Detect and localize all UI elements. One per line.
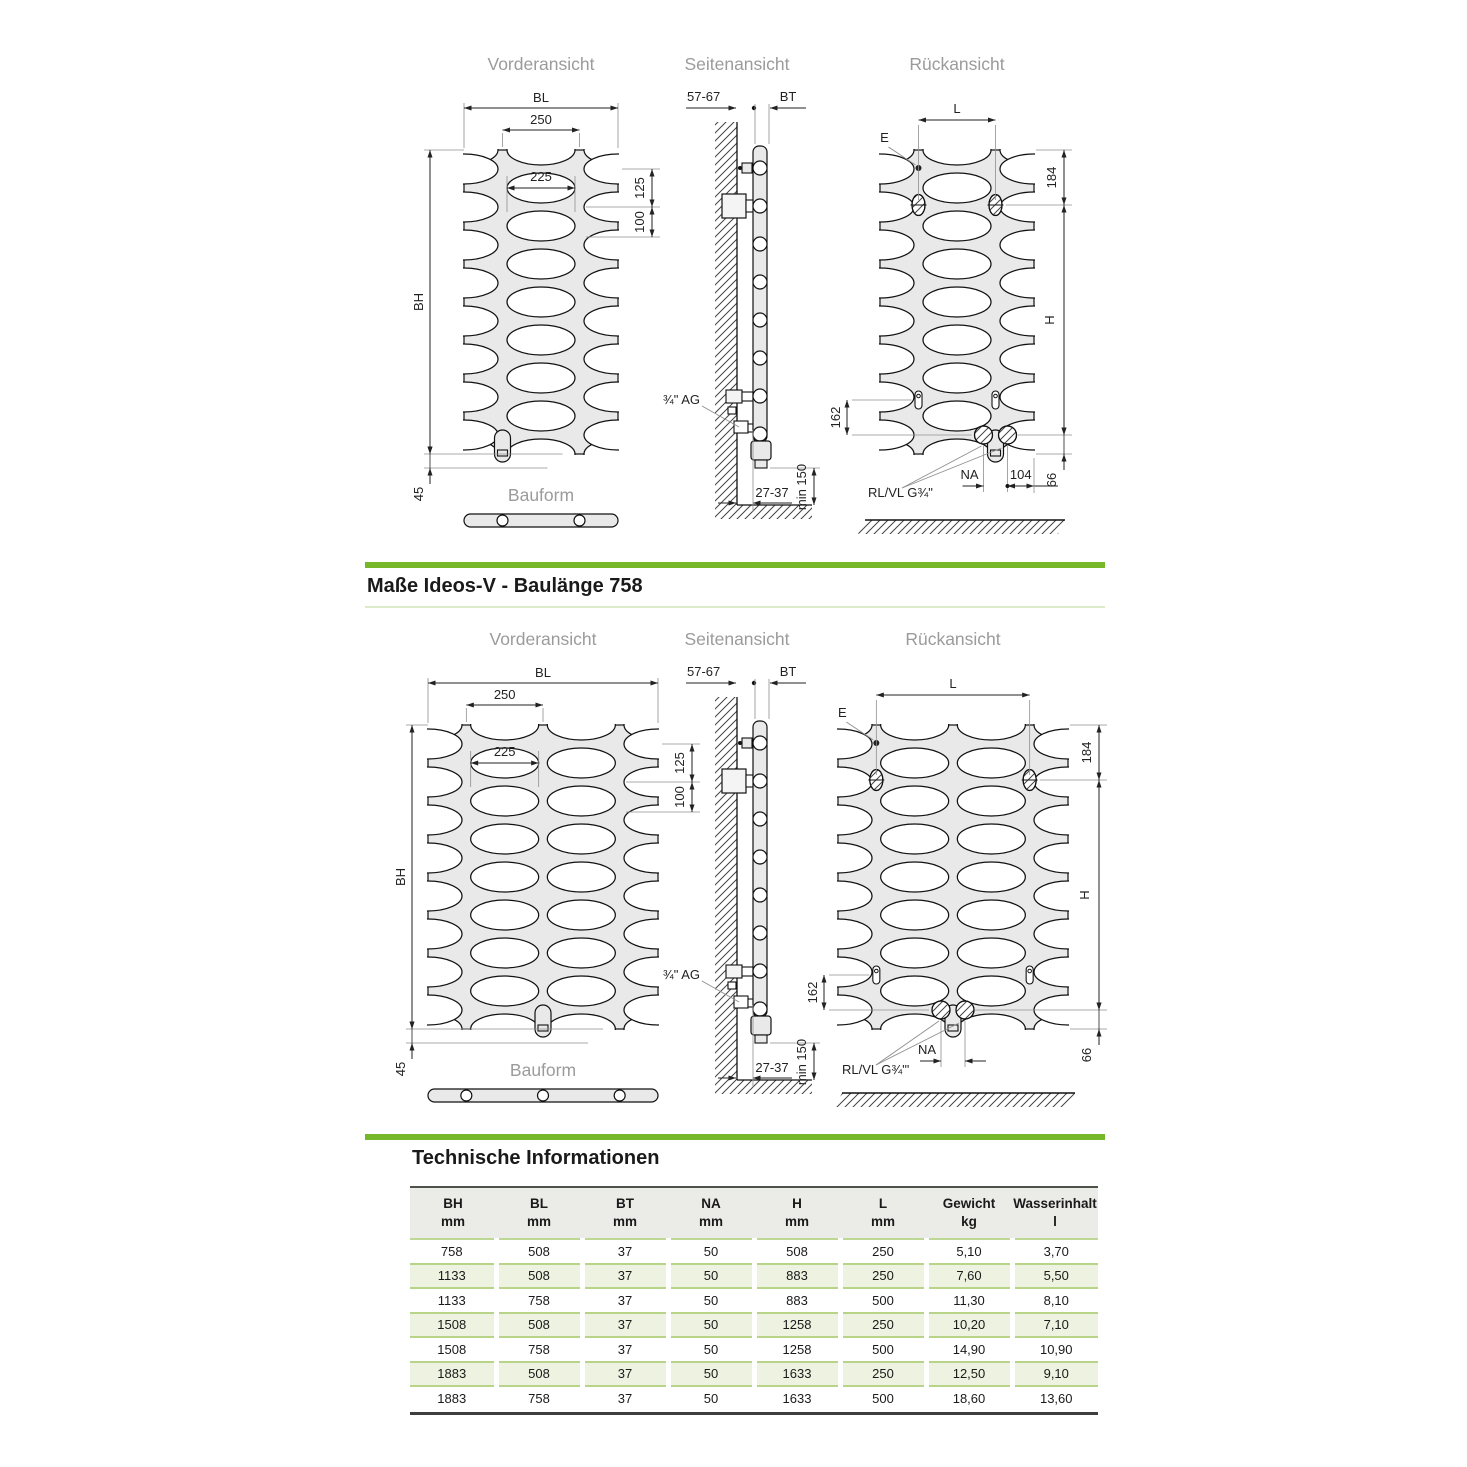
dimension-label: min 150 <box>794 463 809 511</box>
dimension-label: 125 <box>632 177 647 199</box>
table-cell: 3,70 <box>1012 1239 1098 1264</box>
table-row <box>410 1239 1098 1264</box>
table-cell: 250 <box>840 1362 926 1387</box>
dimension-label: E <box>880 130 889 145</box>
dimension-label: 27-37 <box>755 1060 789 1075</box>
table-cell: 758 <box>410 1239 496 1264</box>
table-cell: 50 <box>668 1313 754 1338</box>
dimension-label: E <box>837 705 847 720</box>
dimension-label: 162 <box>805 981 820 1004</box>
dimension-label: ¾" AG <box>662 392 700 407</box>
table-cell: 508 <box>496 1313 582 1338</box>
dimension-label: L <box>949 676 957 691</box>
dimension-label: Bauform <box>509 1060 577 1080</box>
radiator-panel <box>430 135 652 469</box>
table-divider-bar <box>365 1134 1105 1140</box>
table-cell: 50 <box>668 1264 754 1289</box>
table-row <box>410 1362 1098 1387</box>
table-cell: 1883 <box>410 1386 496 1411</box>
section-divider-bar <box>365 562 1105 568</box>
dimension-label: H <box>1042 315 1057 325</box>
table-row <box>410 1337 1098 1362</box>
table-cell: 50 <box>668 1337 754 1362</box>
table-cell: 7,60 <box>926 1264 1012 1289</box>
table-cell: 1258 <box>754 1337 840 1362</box>
dimension-label: min 150 <box>794 1038 809 1086</box>
table-cell: 500 <box>840 1337 926 1362</box>
dimension-label: 225 <box>493 744 516 759</box>
dimension-label: 45 <box>393 1061 408 1077</box>
dimension-label: Seitenansicht <box>684 629 790 649</box>
table-body <box>410 1239 1098 1411</box>
table-title: Technische Informationen <box>412 1147 660 1169</box>
table-header-row <box>410 1187 1098 1239</box>
table-cell: 37 <box>582 1239 668 1264</box>
column-header: H mm <box>754 1187 840 1239</box>
column-header: Gewicht kg <box>926 1187 1012 1239</box>
dimension-label: RL/VL G¾" <box>868 485 933 500</box>
dimension-label: 250 <box>493 687 516 702</box>
table-cell: 250 <box>840 1264 926 1289</box>
column-header: BH mm <box>410 1187 496 1239</box>
table-cell: 250 <box>840 1313 926 1338</box>
column-header: Wasserinhalt l <box>1012 1187 1098 1239</box>
radiator-panel <box>804 710 1102 1044</box>
dimension-label: BH <box>411 292 426 312</box>
table-cell: 758 <box>496 1337 582 1362</box>
table-cell: 1883 <box>410 1362 496 1387</box>
table-cell: 1633 <box>754 1362 840 1387</box>
dimension-label: 184 <box>1079 741 1094 764</box>
table-cell: 883 <box>754 1264 840 1289</box>
radiator-panel <box>846 135 1068 469</box>
dimension-label: 66 <box>1079 1047 1094 1063</box>
dimension-label: L <box>953 101 961 116</box>
table-cell: 37 <box>582 1313 668 1338</box>
dimension-label: NA <box>960 467 979 482</box>
table-cell: 1508 <box>410 1313 496 1338</box>
rear-view <box>828 54 1072 534</box>
table-cell: 37 <box>582 1264 668 1289</box>
table-cell: 508 <box>496 1362 582 1387</box>
dimension-label: 66 <box>1044 472 1059 488</box>
table-cell: 500 <box>840 1386 926 1411</box>
column-header: BT mm <box>582 1187 668 1239</box>
dimension-label: 57-67 <box>687 89 721 104</box>
rear-view <box>804 629 1107 1107</box>
column-header: BL mm <box>496 1187 582 1239</box>
column-header: L mm <box>840 1187 926 1239</box>
table-row <box>410 1386 1098 1411</box>
side-view <box>663 54 820 519</box>
dimension-label: BL <box>533 90 549 105</box>
dimension-label: 100 <box>672 786 687 808</box>
table-cell: 9,10 <box>1012 1362 1098 1387</box>
dimension-label: 104 <box>1009 467 1032 482</box>
dimension-label: 125 <box>672 752 687 774</box>
table-cell: 50 <box>668 1386 754 1411</box>
table-cell: 883 <box>754 1288 840 1313</box>
dimension-label: RL/VL G¾"' <box>842 1062 910 1077</box>
dimension-label: Vorderansicht <box>487 54 595 74</box>
table-cell: 758 <box>496 1386 582 1411</box>
table-cell: 8,10 <box>1012 1288 1098 1313</box>
table-cell: 508 <box>496 1239 582 1264</box>
table-cell: 50 <box>668 1288 754 1313</box>
table-cell: 10,20 <box>926 1313 1012 1338</box>
table-cell: 18,60 <box>926 1386 1012 1411</box>
table-row <box>410 1264 1098 1289</box>
dimension-label: Rückansicht <box>909 54 1005 74</box>
table-header <box>410 1187 1098 1239</box>
dimension-label: 250 <box>530 112 552 127</box>
table-cell: 508 <box>496 1264 582 1289</box>
dimension-label: 45 <box>411 486 426 502</box>
dimension-label: BL <box>535 665 551 680</box>
table-cell: 37 <box>582 1337 668 1362</box>
dimension-label: Rückansicht <box>905 629 1001 649</box>
table-cell: 50 <box>668 1362 754 1387</box>
table-cell: 5,10 <box>926 1239 1012 1264</box>
table-cell: 37 <box>582 1386 668 1411</box>
table-cell: 13,60 <box>1012 1386 1098 1411</box>
dimension-label: 27-37 <box>755 485 789 500</box>
table-cell: 11,30 <box>926 1288 1012 1313</box>
dimension-label: 225 <box>530 169 552 184</box>
dimension-label: 162 <box>828 406 843 429</box>
technical-info-table <box>410 1186 1098 1411</box>
dimension-label: H <box>1077 890 1092 900</box>
table-cell: 50 <box>668 1239 754 1264</box>
table-cell: 37 <box>582 1362 668 1387</box>
table-cell: 7,10 <box>1012 1313 1098 1338</box>
dimension-label: BH <box>393 867 408 887</box>
section-divider-light-line <box>365 606 1105 608</box>
radiator-panel <box>394 710 692 1044</box>
table-bottom-rule <box>410 1412 1098 1415</box>
table-cell: 10,90 <box>1012 1337 1098 1362</box>
dimension-label: 100 <box>632 211 647 233</box>
table-cell: 14,90 <box>926 1337 1012 1362</box>
table-cell: 1133 <box>410 1288 496 1313</box>
side-view <box>663 629 820 1094</box>
table-row <box>410 1313 1098 1338</box>
section-heading: Maße Ideos-V - Baulänge 758 <box>367 575 643 597</box>
table-row <box>410 1288 1098 1313</box>
front-view <box>393 629 700 1102</box>
table-cell: 1258 <box>754 1313 840 1338</box>
dimension-label: NA <box>917 1042 937 1057</box>
dimension-label: Vorderansicht <box>489 629 597 649</box>
dimension-label: BT <box>779 89 797 104</box>
table-cell: 250 <box>840 1239 926 1264</box>
column-header: NA mm <box>668 1187 754 1239</box>
front-view <box>411 54 660 527</box>
table-cell: 758 <box>496 1288 582 1313</box>
table-cell: 1633 <box>754 1386 840 1411</box>
table-cell: 1508 <box>410 1337 496 1362</box>
table-cell: 12,50 <box>926 1362 1012 1387</box>
dimension-label: ¾" AG <box>662 967 700 982</box>
table-cell: 37 <box>582 1288 668 1313</box>
dimension-label: Seitenansicht <box>684 54 790 74</box>
dimension-label: BT <box>779 664 797 679</box>
dimension-label: Bauform <box>507 485 575 505</box>
table-cell: 508 <box>754 1239 840 1264</box>
table-cell: 5,50 <box>1012 1264 1098 1289</box>
table-cell: 500 <box>840 1288 926 1313</box>
table-cell: 1133 <box>410 1264 496 1289</box>
dimension-label: 184 <box>1044 166 1059 189</box>
dimension-label: 57-67 <box>687 664 721 679</box>
